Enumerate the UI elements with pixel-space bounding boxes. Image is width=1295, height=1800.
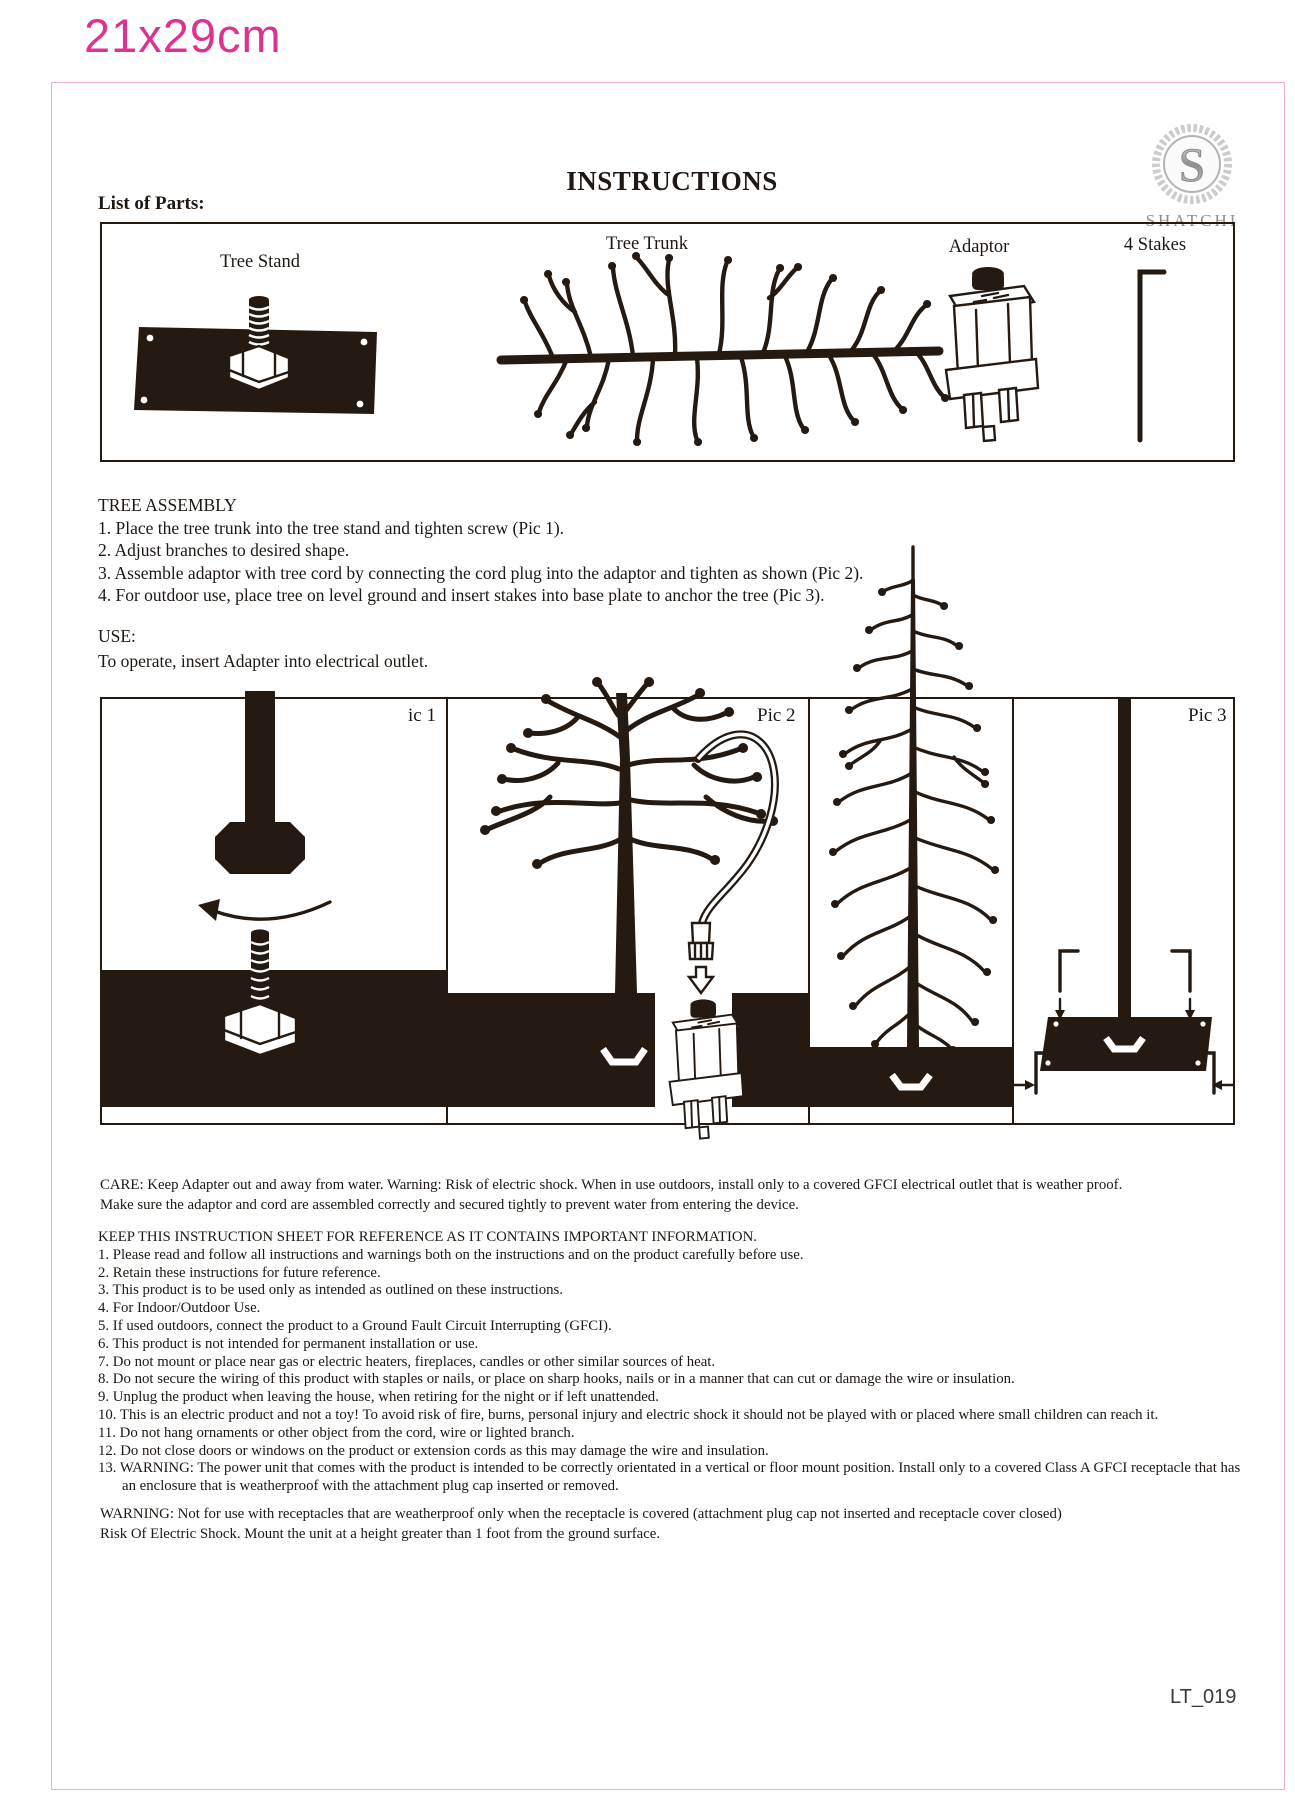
info-item: 1. Please read and follow all instructions and warnings both on the instructions and on the product carefully before use. xyxy=(98,1246,804,1263)
info-item: 2. Retain these instructions for future reference. xyxy=(98,1264,381,1281)
part-label-tree-trunk: Tree Trunk xyxy=(605,234,689,254)
pic3-label: Pic 3 xyxy=(1188,705,1227,726)
part-label-adaptor: Adaptor xyxy=(948,237,1010,257)
brand-logo xyxy=(1136,122,1248,231)
assembly-step: 1. Place the tree trunk into the tree stand and tighten screw (Pic 1). xyxy=(98,517,565,538)
svg-text:S: S xyxy=(1178,139,1206,192)
info-item: 10. This is an electric product and not a toy! To avoid risk of fire, burns, personal injury and electric shock it should not be played with or placed where small children can reach it. xyxy=(98,1406,1159,1423)
info-item: 6. This product is not intended for permanent installation or use. xyxy=(98,1335,479,1352)
use-heading: USE: xyxy=(98,626,136,646)
assembly-pictures-strip xyxy=(100,697,1235,1125)
info-item: 13. WARNING: The power unit that comes with the product is intended to be correctly orientated in a vertical or floor mount position. Install only to a covered Class A GFCI receptacle that has an enclosure that is weatherproof with the attachment plug cap inserted or removed. xyxy=(98,1460,1241,1495)
tree-trunk-illustration xyxy=(487,232,987,452)
page-title: INSTRUCTIONS xyxy=(566,166,778,196)
info-item: 8. Do not secure the wiring of this product with staples or nails, or place on sharp hooks, nails or in a manner that can cut or damage the wire or insulation. xyxy=(98,1371,1015,1388)
info-item: 12. Do not close doors or windows on the product or extension cords as this may damage the wire and insulation. xyxy=(98,1442,769,1459)
trunk-into-stand-illustration xyxy=(102,699,446,1123)
document-code: LT_019 xyxy=(1170,1686,1237,1708)
cord-to-adaptor-illustration xyxy=(448,699,808,1123)
info-item: 7. Do not mount or place near gas or electric heaters, fireplaces, candles or other similar sources of heat. xyxy=(98,1353,716,1370)
tree-assembly-section xyxy=(98,494,1198,607)
assembly-step: 2. Adjust branches to desired shape. xyxy=(98,540,350,560)
assembly-step: 3. Assemble adaptor with tree cord by connecting the cord plug into the adaptor and tighten as shown (Pic 2). xyxy=(98,562,864,583)
list-of-parts-heading: List of Parts: xyxy=(98,193,205,214)
info-item: 9. Unplug the product when leaving the house, when retiring for the night or if left unattended. xyxy=(98,1389,659,1406)
stake-illustration xyxy=(1130,264,1174,444)
info-item: 5. If used outdoors, connect the product to a Ground Fault Circuit Interrupting (GFCI). xyxy=(98,1317,612,1334)
assembled-tree-illustration xyxy=(810,699,1012,1123)
pic2-label: Pic 2 xyxy=(757,705,796,726)
tree-assembly-heading: TREE ASSEMBLY xyxy=(98,495,237,515)
pic1-label: ic 1 xyxy=(408,705,436,726)
important-information-section xyxy=(98,1229,1248,1496)
assembly-step: 4. For outdoor use, place tree on level ground and insert stakes into base plate to anchor the tree (Pic 3). xyxy=(98,585,825,605)
care-line: Make sure the adaptor and cord are assembled correctly and secured tightly to prevent water from entering the device. xyxy=(100,1196,799,1213)
part-label-tree-stand: Tree Stand xyxy=(220,252,300,272)
use-text: To operate, insert Adapter into electrical outlet. xyxy=(98,651,429,671)
adaptor-plug-illustration xyxy=(924,264,1044,442)
care-line: CARE: Keep Adapter out and away from water. Warning: Risk of electric shock. When in use outdoors, install only to a covered GFCI electrical outlet that is weather proof. xyxy=(100,1177,1123,1193)
stakes-into-base-illustration xyxy=(1014,699,1233,1123)
page-size-label: 21x29cm xyxy=(84,9,282,62)
warning-section xyxy=(100,1505,1250,1544)
info-item: 3. This product is to be used only as intended as outlined on these instructions. xyxy=(98,1282,563,1299)
brand-name: SHATCHI xyxy=(1145,211,1239,230)
brand-medallion-icon xyxy=(1136,122,1248,208)
info-item: 4. For Indoor/Outdoor Use. xyxy=(98,1300,261,1317)
info-item: 11. Do not hang ornaments or other object from the cord, wire or lighted branch. xyxy=(98,1424,575,1441)
warning-line: Risk Of Electric Shock. Mount the unit at a height greater than 1 foot from the ground surface. xyxy=(100,1525,661,1542)
warning-line: WARNING: Not for use with receptacles that are weatherproof only when the receptacle is covered (attachment plug cap not inserted and receptacle cover closed) xyxy=(100,1506,1062,1522)
part-label-stakes: 4 Stakes xyxy=(1123,235,1187,255)
list-of-parts-box xyxy=(100,222,1235,462)
care-section xyxy=(100,1176,1250,1215)
important-information-heading: KEEP THIS INSTRUCTION SHEET FOR REFERENCE AS IT CONTAINS IMPORTANT INFORMATION. xyxy=(98,1229,757,1245)
tree-stand-illustration xyxy=(132,294,382,429)
